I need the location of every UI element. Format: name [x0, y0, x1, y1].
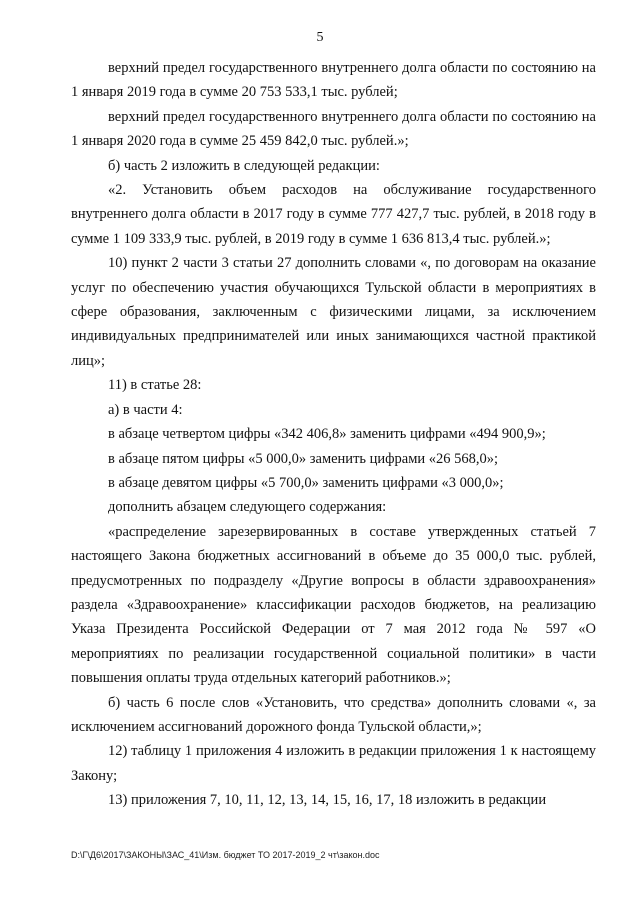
footer-file-path: D:\Г\Д6\2017\ЗАКОНЫ\ЗАС_41\Изм. бюджет ТО 2017-2019_2 чт\закон.doc	[71, 850, 380, 860]
paragraph: 13) приложения 7, 10, 11, 12, 13, 14, 15, 16, 17, 18 изложить в редакции	[108, 792, 547, 809]
paragraph: верхний предел государственного внутреннего долга области по состоянию на 1 января 2019 года в сумме 20 753 533,1 тыс. рублей;	[71, 60, 596, 101]
paragraph: 10) пункт 2 части 3 статьи 27 дополнить словами «, по договорам на оказание услуг по обеспечению участия обучающихся Тульской области в мероприятиях в сфере образования, заключенным с физическими лицами, за исключением индивидуальных предпринимателей или иных занимающихся частной практикой лиц»;	[71, 255, 596, 369]
paragraph: в абзаце пятом цифры «5 000,0» заменить цифрами «26 568,0»;	[108, 450, 499, 467]
document-body	[71, 56, 596, 813]
paragraph: дополнить абзацем следующего содержания:	[108, 499, 387, 516]
paragraph: в абзаце четвертом цифры «342 406,8» заменить цифрами «494 900,9»;	[108, 426, 546, 443]
paragraph: верхний предел государственного внутреннего долга области по состоянию на 1 января 2020 года в сумме 25 459 842,0 тыс. рублей.»;	[71, 108, 596, 150]
paragraph: «распределение зарезервированных в составе утвержденных статьей 7 настоящего Закона бюджетных ассигнований в объеме до 35 000,0 тыс. рублей, предусмотренных по подразделу «Другие вопросы в области здравоохранения» раздела «Здравоохранение» классификации расходов бюджетов, на реализацию Указа Президента Российской Федерации от 7 мая 2012 года № 597 «О мероприятиях по реализации государственной социальной политики» в части повышения оплаты труда отдельных категорий работников.»;	[71, 523, 596, 687]
paragraph: «2. Установить объем расходов на обслуживание государственного внутреннего долга области в 2017 году в сумме 777 427,7 тыс. рублей, в 2018 году в сумме 1 109 333,9 тыс. рублей, в 2019 году в сумме 1 636 813,4 тыс. рублей.»;	[71, 182, 596, 247]
paragraph: а) в части 4:	[108, 401, 183, 418]
paragraph: в абзаце девятом цифры «5 700,0» заменить цифрами «3 000,0»;	[108, 474, 504, 491]
paragraph: б) часть 2 изложить в следующей редакции:	[108, 157, 380, 174]
paragraph: 12) таблицу 1 приложения 4 изложить в редакции приложения 1 к настоящему Закону;	[71, 743, 596, 784]
paragraph: б) часть 6 после слов «Установить, что средства» дополнить словами «, за исключением ассигнований дорожного фонда Тульской области,»;	[71, 694, 596, 735]
page-number: 5	[316, 30, 324, 45]
paragraph: 11) в статье 28:	[108, 377, 202, 394]
